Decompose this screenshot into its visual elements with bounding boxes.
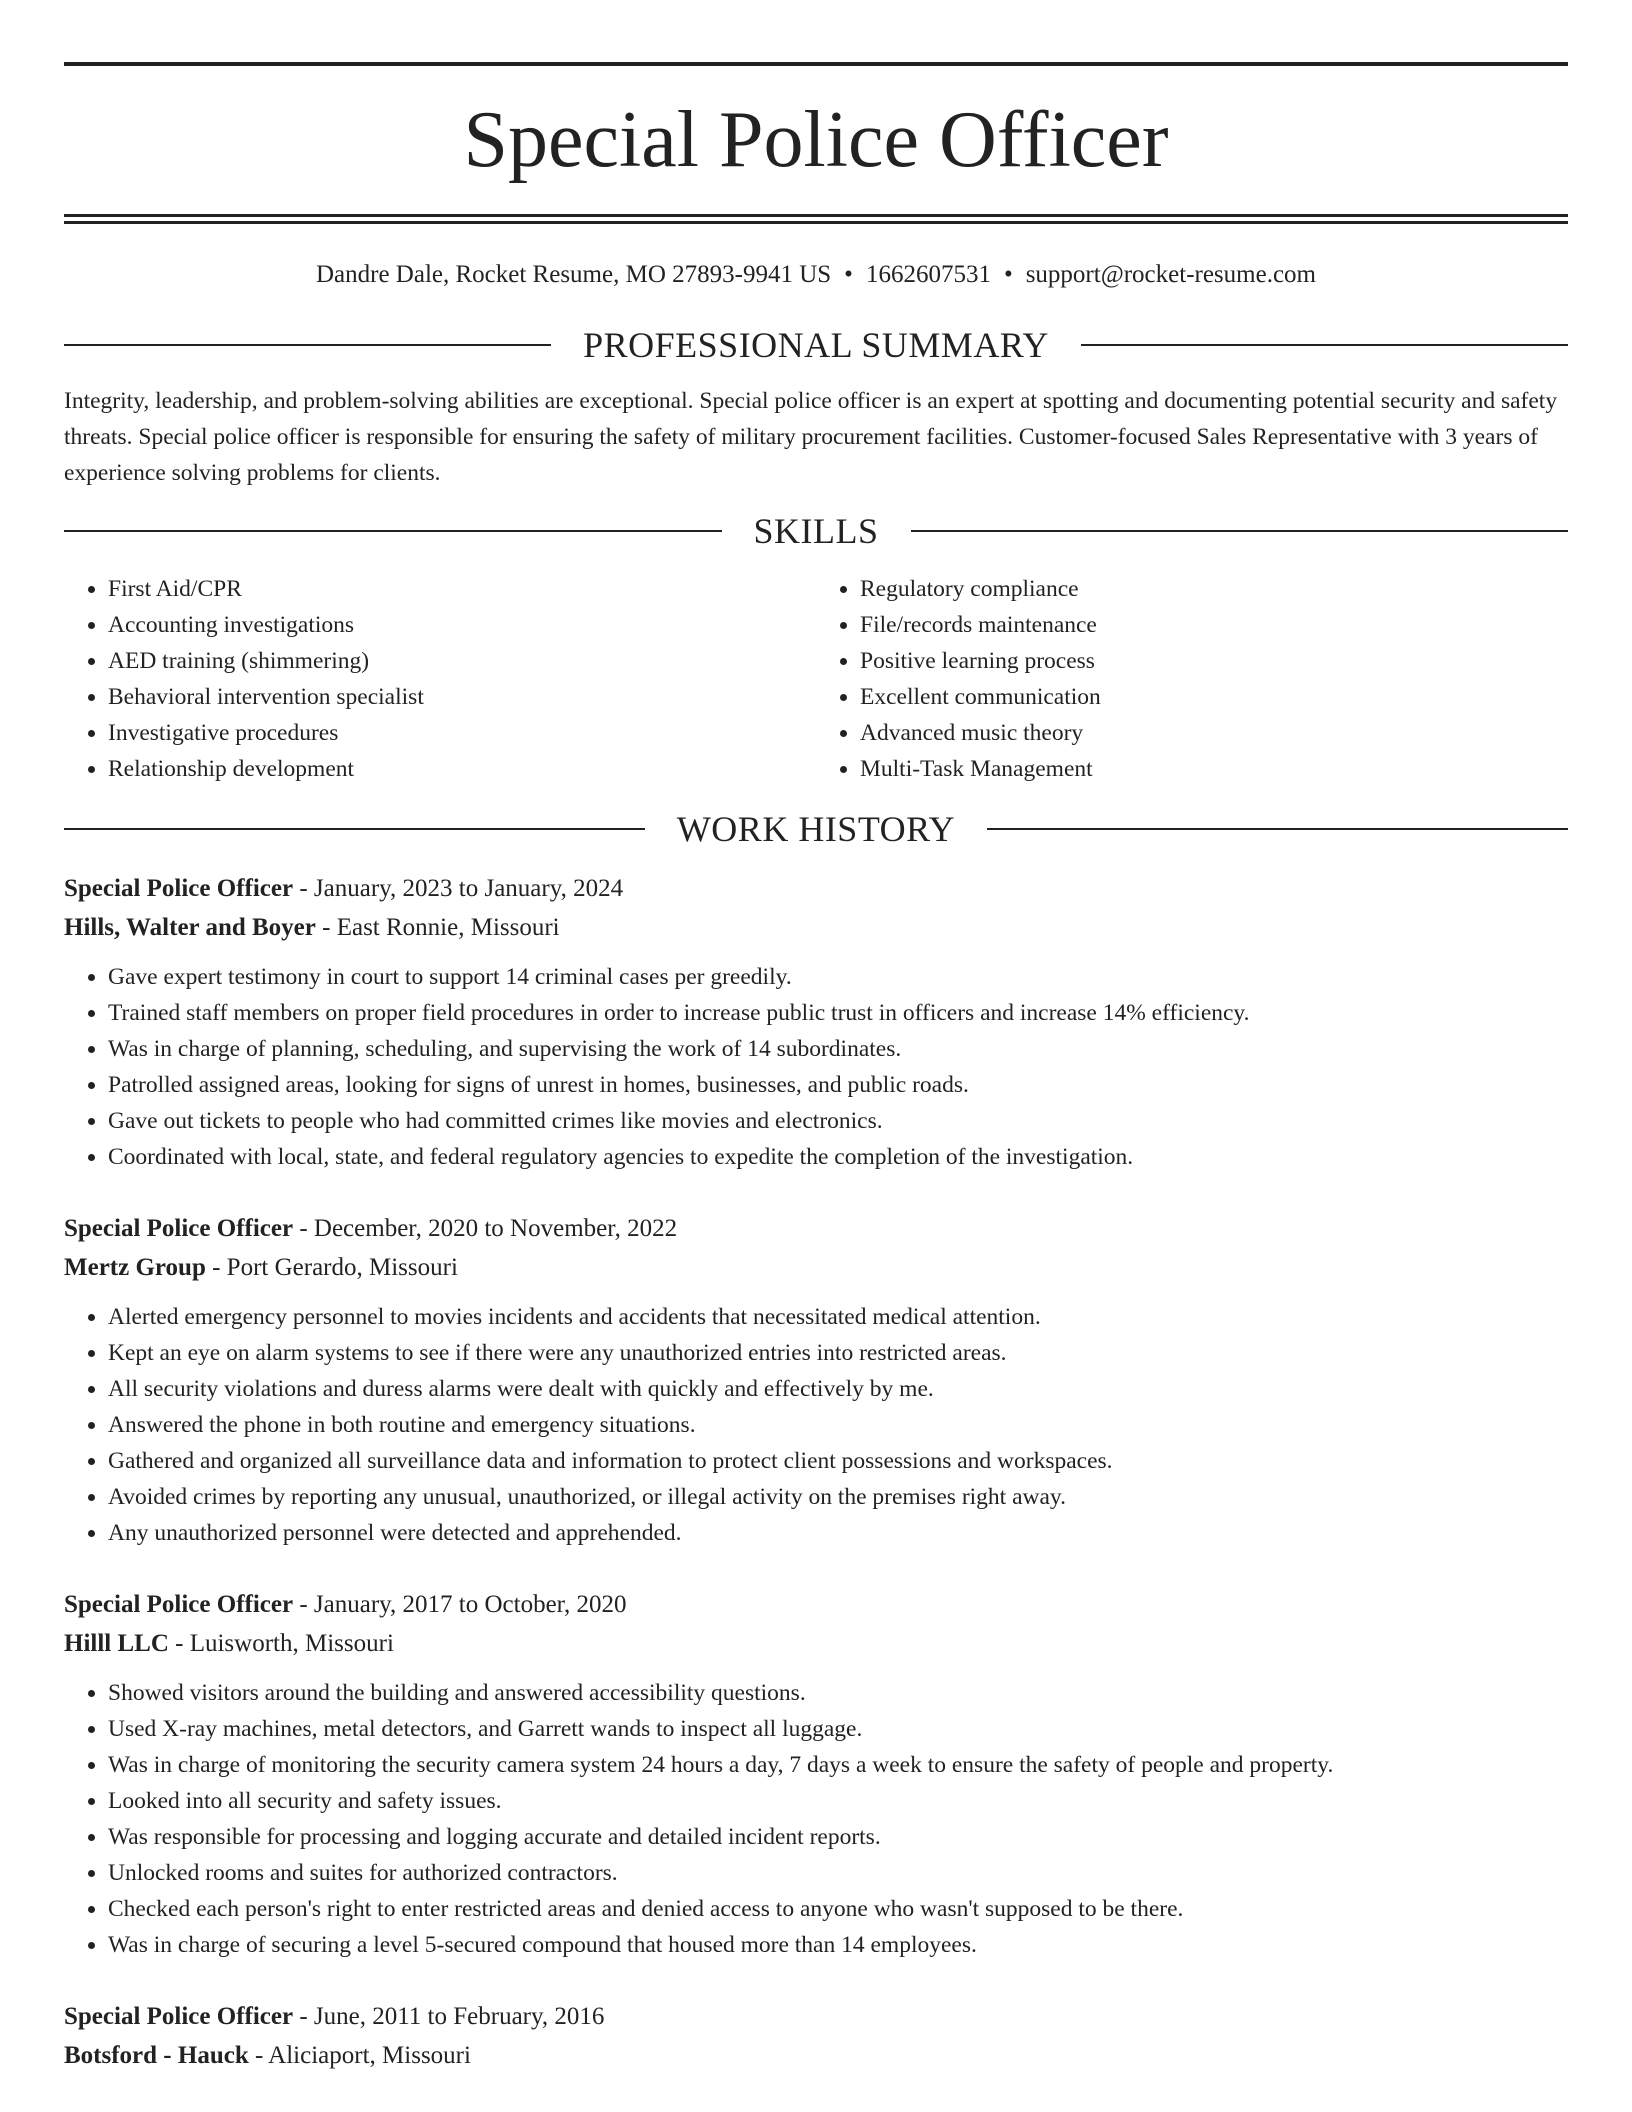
job-dates: - January, 2017 to October, 2020: [293, 1591, 627, 1618]
work-section-header: [64, 811, 1568, 847]
job-entry: [64, 1585, 1568, 1963]
skill-item: • Positive learning process: [860, 643, 1568, 679]
job-location: - Aliciaport, Missouri: [248, 2042, 471, 2069]
skill-item: • Investigative procedures: [108, 715, 816, 751]
skill-item: • Behavioral intervention specialist: [108, 679, 816, 715]
skills-section-header: [64, 513, 1568, 549]
job-location: - Port Gerardo, Missouri: [205, 1254, 458, 1281]
page-title: Special Police Officer: [463, 96, 1169, 184]
work-section-title: WORK HISTORY: [676, 809, 956, 849]
job-title-line: [64, 1209, 1568, 1248]
job-company: Mertz Group: [64, 1254, 206, 1281]
job-company: Botsford - Hauck: [64, 2042, 249, 2069]
summary-section-title: PROFESSIONAL SUMMARY: [583, 325, 1049, 365]
job-duty-item: • Gave expert testimony in court to support 14 criminal cases per greedily.: [108, 959, 1568, 995]
job-company: Hills, Walter and Boyer: [64, 914, 316, 941]
job-title: Special Police Officer: [64, 1591, 294, 1618]
contact-line: [64, 224, 1568, 301]
skills-section-title: SKILLS: [753, 511, 879, 551]
job-entry: [64, 1209, 1568, 1551]
job-company-line: [64, 1624, 1568, 1663]
job-duty-item: • Unlocked rooms and suites for authorized contractors.: [108, 1855, 1568, 1891]
title-double-rule: [64, 214, 1568, 224]
job-duty-item: • Avoided crimes by reporting any unusual, unauthorized, or illegal activity on the premises right away.: [108, 1479, 1568, 1515]
job-entry: [64, 869, 1568, 1175]
job-duty-item: • Kept an eye on alarm systems to see if there were any unauthorized entries into restricted areas.: [108, 1335, 1568, 1371]
job-duty-item: • Patrolled assigned areas, looking for signs of unrest in homes, businesses, and public roads.: [108, 1067, 1568, 1103]
job-title: Special Police Officer: [64, 1215, 294, 1242]
job-duty-item: • All security violations and duress alarms were dealt with quickly and effectively by me.: [108, 1371, 1568, 1407]
job-duty-item: • Checked each person's right to enter restricted areas and denied access to anyone who wasn't supposed to be there.: [108, 1891, 1568, 1927]
job-dates: - December, 2020 to November, 2022: [293, 1215, 678, 1242]
job-duty-item: • Showed visitors around the building and answered accessibility questions.: [108, 1675, 1568, 1711]
job-company-line: [64, 1248, 1568, 1287]
job-dates: - June, 2011 to February, 2016: [293, 2003, 605, 2030]
section-rule: [911, 530, 1569, 532]
skills-column-left: [64, 571, 816, 787]
skill-item: • Excellent communication: [860, 679, 1568, 715]
job-title: Special Police Officer: [64, 875, 294, 902]
job-duty-item: • Was responsible for processing and logging accurate and detailed incident reports.: [108, 1819, 1568, 1855]
job-title-line: [64, 869, 1568, 908]
job-duty-item: • Gave out tickets to people who had committed crimes like movies and electronics.: [108, 1103, 1568, 1139]
work-history-list: [64, 869, 1568, 2075]
job-duty-item: • Was in charge of planning, scheduling, and supervising the work of 14 subordinates.: [108, 1031, 1568, 1067]
job-company-line: [64, 2036, 1568, 2075]
job-duties: [64, 1675, 1568, 1963]
skill-item: • AED training (shimmering): [108, 643, 816, 679]
section-rule: [987, 828, 1568, 830]
skill-item: • Advanced music theory: [860, 715, 1568, 751]
skill-item: • Regulatory compliance: [860, 571, 1568, 607]
skills-column-right: [816, 571, 1568, 787]
job-duty-item: • Looked into all security and safety issues.: [108, 1783, 1568, 1819]
job-location: - Luisworth, Missouri: [168, 1630, 394, 1657]
job-duty-item: • Answered the phone in both routine and emergency situations.: [108, 1407, 1568, 1443]
job-duty-item: • Gathered and organized all surveillance data and information to protect client possessions and workspaces.: [108, 1443, 1568, 1479]
summary-section-header: [64, 327, 1568, 363]
skill-item: • Accounting investigations: [108, 607, 816, 643]
job-duty-item: • Trained staff members on proper field procedures in order to increase public trust in officers and increase 14% efficiency.: [108, 995, 1568, 1031]
job-duty-item: • Was in charge of monitoring the security camera system 24 hours a day, 7 days a week to ensure the safety of people and property.: [108, 1747, 1568, 1783]
section-rule: [64, 530, 722, 532]
contact-separator: •: [1003, 261, 1013, 288]
job-entry: [64, 1997, 1568, 2075]
job-duty-item: • Used X-ray machines, metal detectors, and Garrett wands to inspect all luggage.: [108, 1711, 1568, 1747]
job-duty-item: • Was in charge of securing a level 5-secured compound that housed more than 14 employees.: [108, 1927, 1568, 1963]
skill-item: • Multi-Task Management: [860, 751, 1568, 787]
summary-text: Integrity, leadership, and problem-solving abilities are exceptional. Special police officer is an expert at spotting and documenting potential security and safety threats. Special police officer is responsible for ensuring the safety of military procurement facilities. Customer-focused Sales Representative with 3 years of experience solving problems for clients.: [64, 388, 1558, 486]
section-rule: [1081, 344, 1568, 346]
job-duties: [64, 1299, 1568, 1551]
job-title-line: [64, 1585, 1568, 1624]
job-dates: - January, 2023 to January, 2024: [293, 875, 624, 902]
section-rule: [64, 828, 645, 830]
contact-address: Dandre Dale, Rocket Resume, MO 27893-9941 US: [315, 261, 832, 288]
job-company: Hilll LLC: [64, 1630, 169, 1657]
contact-phone: 1662607531: [865, 261, 991, 288]
job-duties: [64, 959, 1568, 1175]
job-title-line: [64, 1997, 1568, 2036]
job-duty-item: • Alerted emergency personnel to movies incidents and accidents that necessitated medical attention.: [108, 1299, 1568, 1335]
section-rule: [64, 344, 551, 346]
skill-item: • File/records maintenance: [860, 607, 1568, 643]
job-title: Special Police Officer: [64, 2003, 294, 2030]
skills-list: [64, 571, 1568, 787]
skill-item: • First Aid/CPR: [108, 571, 816, 607]
contact-email[interactable]: support@rocket-resume.com: [1025, 261, 1316, 288]
job-location: - East Ronnie, Missouri: [315, 914, 560, 941]
job-duty-item: • Coordinated with local, state, and federal regulatory agencies to expedite the completion of the investigation.: [108, 1139, 1568, 1175]
skill-item: • Relationship development: [108, 751, 816, 787]
job-company-line: [64, 908, 1568, 947]
contact-separator: •: [844, 261, 853, 288]
job-duty-item: • Any unauthorized personnel were detected and apprehended.: [108, 1515, 1568, 1551]
